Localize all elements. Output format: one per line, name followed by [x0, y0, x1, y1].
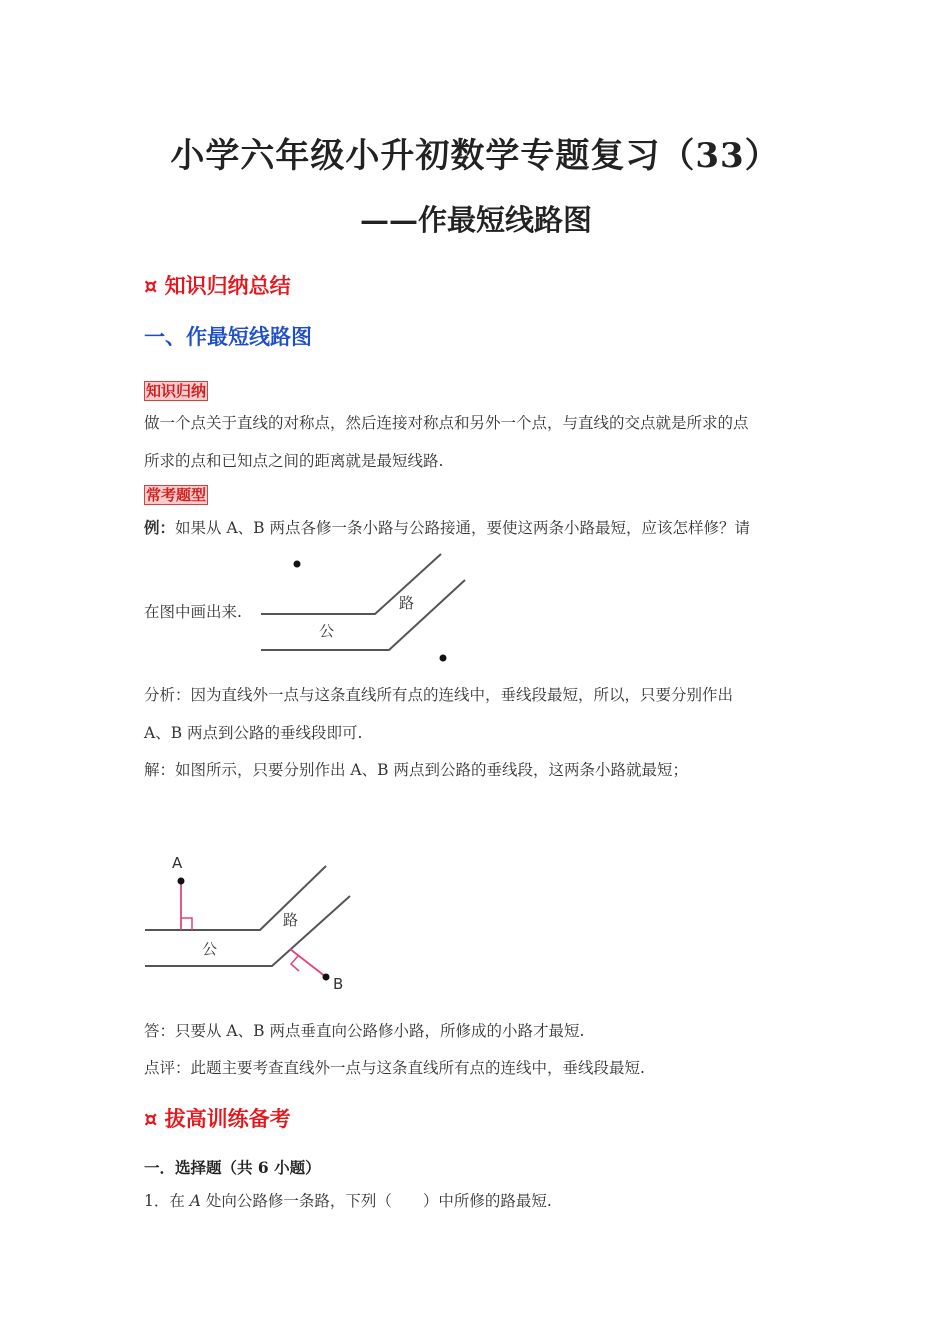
section-heading-training: ¤ 拔高训练备考: [144, 1107, 291, 1131]
comment-text: 点评：此题主要考查直线外一点与这条直线所有点的连线中，垂线段最短.: [144, 1059, 645, 1077]
point-a-dot: [178, 878, 185, 885]
question-1-text: 处向公路修一条路，下列（ ）中所修的路最短.: [201, 1192, 552, 1210]
point-b-dot: [440, 655, 447, 662]
right-angle-mark-a: [181, 918, 192, 930]
question-1: [144, 1191, 552, 1211]
document-subtitle: ——作最短线路图: [360, 203, 593, 237]
point-b-label: B: [333, 975, 344, 993]
question-1-variable: A: [189, 1192, 201, 1210]
road-figure-2: [140, 850, 360, 995]
knowledge-line-2: 所求的点和已知点之间的距离就是最短线路.: [144, 452, 444, 470]
subsection-heading-shortest-path: 一、作最短线路图: [144, 325, 312, 349]
common-question-tag: 常考题型: [146, 486, 207, 504]
point-a-label: A: [172, 854, 183, 872]
right-angle-mark-b: [291, 956, 299, 971]
example-continuation: 在图中画出来.: [144, 603, 242, 621]
section-heading-knowledge: ¤ 知识归纳总结: [144, 274, 291, 298]
analysis-line-1: 分析：因为直线外一点与这条直线所有点的连线中，垂线段最短，所以，只要分别作出: [144, 686, 734, 704]
road-label-gong: 公: [202, 940, 218, 958]
solution-text: 解：如图所示，只要分别作出 A、B 两点到公路的垂线段，这两条小路就最短；: [144, 761, 688, 779]
document-title: 小学六年级小升初数学专题复习（33）: [170, 136, 780, 176]
question-1-prefix: 1．在: [144, 1192, 190, 1210]
example-label: 例：: [144, 518, 176, 537]
knowledge-line-1: 做一个点关于直线的对称点，然后连接对称点和另外一个点，与直线的交点就是所求的点: [144, 414, 749, 432]
answer-text: 答：只要从 A、B 两点垂直向公路修小路，所修成的小路才最短.: [144, 1022, 585, 1040]
road-label-lu: 路: [283, 911, 299, 929]
example-text: 如果从 A、B 两点各修一条小路与公路接通，要使这两条小路最短，应该怎样修？请: [175, 519, 750, 537]
road-upper-edge: [145, 866, 326, 930]
question-group-heading: 一．选择题（共 6 小题）: [144, 1158, 321, 1177]
road-figure-1: [255, 548, 470, 668]
example-question: [144, 518, 750, 538]
point-b-dot: [323, 974, 330, 981]
point-a-dot: [294, 561, 301, 568]
perpendicular-b: [290, 949, 326, 977]
road-label-lu: 路: [399, 594, 415, 612]
knowledge-summary-tag: 知识归纳: [146, 382, 207, 400]
analysis-line-2: A、B 两点到公路的垂线段即可.: [144, 724, 363, 742]
road-label-gong: 公: [319, 622, 335, 640]
